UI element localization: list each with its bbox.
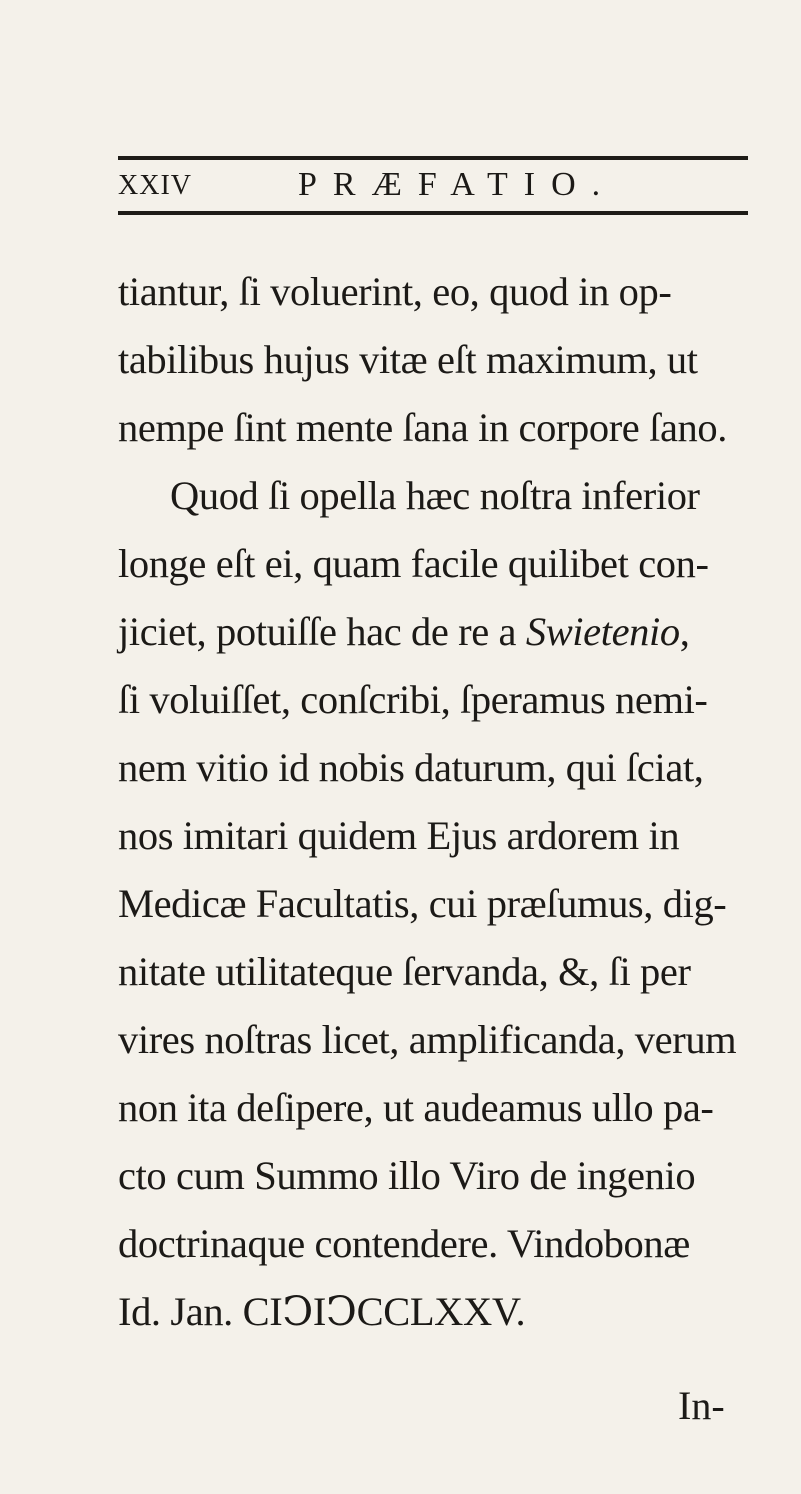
text-line-paragraph-start: Quod ſi opella hæc noſtra inferior bbox=[170, 473, 700, 518]
text-line: nempe ſint mente ſana in corpore ſano. bbox=[118, 405, 727, 450]
text-line: tiantur, ſi voluerint, eo, quod in op- bbox=[118, 269, 672, 314]
header-rule-bottom bbox=[118, 211, 748, 215]
text-line: jiciet, potuiſſe hac de re a Swietenio, bbox=[118, 609, 690, 654]
text-line: doctrinaque contendere. Vindobonæ bbox=[118, 1221, 690, 1266]
page-header bbox=[118, 166, 748, 206]
header-rule-top bbox=[118, 156, 748, 160]
text-line: tabilibus hujus vitæ eſt maximum, ut bbox=[118, 337, 698, 382]
text-line: non ita deſipere, ut audeamus ullo pa- bbox=[118, 1085, 714, 1130]
text-line: cto cum Summo illo Viro de ingenio bbox=[118, 1153, 696, 1198]
text-line: vires noſtras licet, amplificanda, verum bbox=[118, 1017, 737, 1062]
text-line: longe eſt ei, quam facile quilibet con- bbox=[118, 541, 709, 586]
catchword: In- bbox=[678, 1383, 725, 1428]
text-line-date: Id. Jan. CIↃIↃCCLXXV. bbox=[118, 1289, 526, 1334]
page-number: XXIV bbox=[118, 170, 192, 201]
text-line: nitate utilitateque ſervanda, &, ſi per bbox=[118, 949, 691, 994]
text-line: nem vitio id nobis daturum, qui ſciat, bbox=[118, 745, 704, 790]
text-line: Medicæ Facultatis, cui præſumus, dig- bbox=[118, 881, 727, 926]
text-line: ſi voluiſſet, conſcribi, ſperamus nemi- bbox=[118, 677, 708, 722]
text-line: nos imitari quidem Ejus ardorem in bbox=[118, 813, 680, 858]
italic-name: Swietenio bbox=[525, 609, 680, 654]
running-title: PRÆFATIO. bbox=[298, 166, 617, 203]
body-text bbox=[118, 258, 758, 1346]
